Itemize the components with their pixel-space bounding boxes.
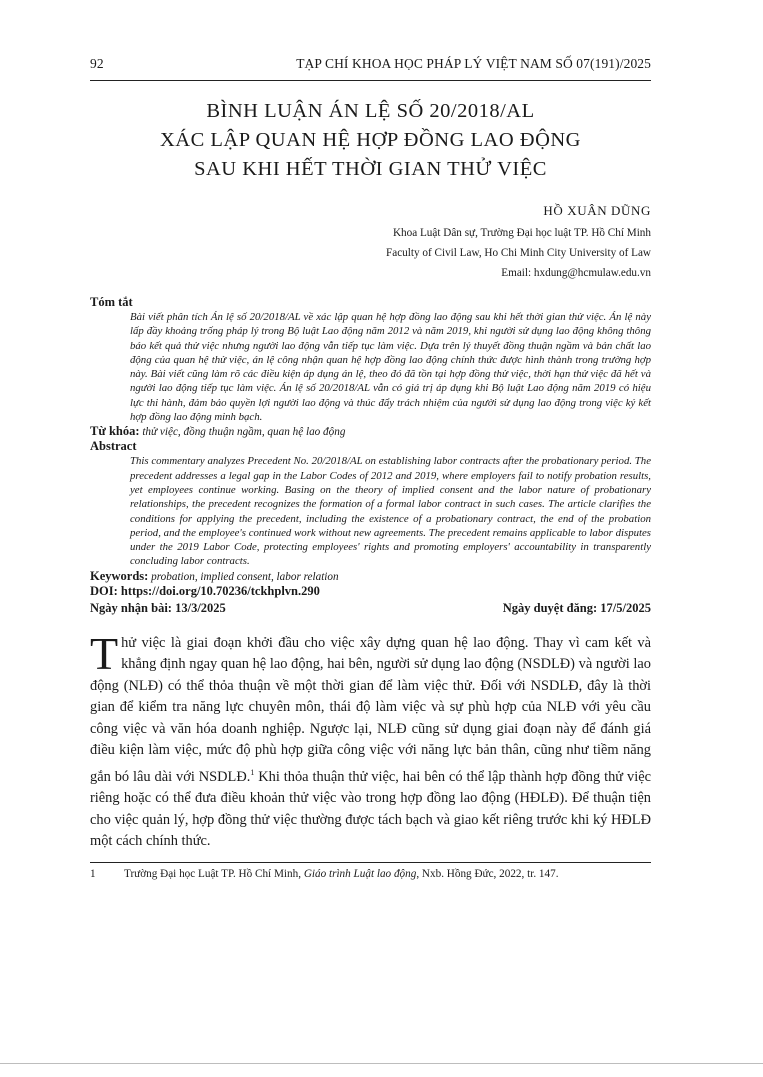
keywords-vi-value: thử việc, đồng thuận ngầm, quan hệ lao động xyxy=(142,426,346,439)
footnote xyxy=(90,867,651,881)
title-line-1: BÌNH LUẬN ÁN LỆ SỐ 20/2018/AL xyxy=(206,100,535,122)
date-received: Ngày nhận bài: 13/3/2025 xyxy=(90,600,226,615)
body-text-part-2: Khi thỏa thuận thử việc, hai bên có thể lập thành hợp đồng thử việc riêng hoặc có thể đưa điều khoản thử việc vào trong hợp đồng lao động (HĐLĐ). Để thuận tiện cho việc quản lý, hợp đồng thử việc thường được tách bạch và giao kết riêng trước khi ký HĐLĐ một cách chính thức. xyxy=(90,768,651,850)
article-dates xyxy=(90,599,651,617)
header-rule xyxy=(90,80,651,81)
doi-link[interactable]: DOI: https://doi.org/10.70236/tckhplvn.290 xyxy=(90,583,320,598)
affiliation-en: Faculty of Civil Law, Ho Chi Minh City University of Law xyxy=(386,247,651,259)
keywords-en-value: probation, implied consent, labor relation xyxy=(151,570,339,583)
page-bottom-edge xyxy=(0,1063,763,1064)
abstract-en-text: This commentary analyzes Precedent No. 20/2018/AL on establishing labor contracts after the probationary period. The precedent addresses a legal gap in the Labor Codes of 2012 and 2019, where employers fail to notify probation results, yet employees continue working. Basing on the theory of implied consent and the labor nature of probationary relationships, the precedent recognizes the formation of a formal labor contract in such cases. The article clarifies the conditions for applying the precedent, including the existence of a probationary contract, the end of the probation period, and the employee's continued work without new agreements. The precedent remains applicable to labor disputes under the 2019 Labor Code, protecting employees' rights and promoting employers' accountability in transparently concluding labor contracts. xyxy=(130,455,651,568)
abstract-en-heading: Abstract xyxy=(90,439,137,454)
keywords-en xyxy=(90,569,651,584)
footnote-rule xyxy=(90,862,651,863)
author-affiliation xyxy=(90,223,651,283)
title-line-3: SAU KHI HẾT THỜI GIAN THỬ VIỆC xyxy=(194,158,547,180)
running-header xyxy=(90,56,651,78)
drop-cap: T xyxy=(90,627,119,679)
author-name: HỒ XUÂN DŨNG xyxy=(543,203,651,218)
abstract-vi-text: Bài viết phân tích Án lệ số 20/2018/AL về xác lập quan hệ hợp đồng lao động sau khi hết thời gian thử việc. Án lệ này lấp đầy khoảng trống pháp lý trong Bộ luật Lao động năm 2012 và năm 2019, khi người sử dụng lao động không thông báo kết quả thử việc nhưng người lao động vẫn tiếp tục làm việc. Dựa trên lý thuyết đồng thuận ngầm và bản chất lao động của quan hệ thử việc, án lệ công nhận quan hệ hợp đồng lao động chính thức được hình thành trong trường hợp này. Bài viết cũng làm rõ các điều kiện áp dụng án lệ, theo đó đã tồn tại hợp đồng thử việc, thời hạn thử việc đã hết và người lao động tiếp tục làm việc. Án lệ số 20/2018/AL vẫn có giá trị áp dụng khi Bộ luật Lao động năm 2019 có hiệu lực thi hành, đảm bảo quyền lợi người lao động và thúc đẩy trách nhiệm của người sử dụng lao động trong việc ký kết hợp đồng lao động minh bạch. xyxy=(130,311,651,424)
title-line-2: XÁC LẬP QUAN HỆ HỢP ĐỒNG LAO ĐỘNG xyxy=(160,129,581,151)
abstract-english xyxy=(90,439,651,583)
body-paragraph xyxy=(90,627,651,853)
abstract-vi-heading: Tóm tắt xyxy=(90,295,133,309)
journal-title: TẠP CHÍ KHOA HỌC PHÁP LÝ VIỆT NAM SỐ 07(191)/2025 xyxy=(296,56,651,71)
page-number: 92 xyxy=(90,56,104,71)
article-page xyxy=(90,56,651,881)
keywords-en-label: Keywords: xyxy=(90,568,149,583)
keywords-vi-label: Từ khóa: xyxy=(90,424,140,439)
footnote-reference[interactable]: 1 xyxy=(250,767,255,777)
footnote-number: 1 xyxy=(90,867,96,880)
footnote-text-post: , Nxb. Hồng Đức, 2022, tr. 147. xyxy=(416,867,559,880)
footnote-book-title: Giáo trình Luật lao động xyxy=(303,867,417,880)
footnote-text xyxy=(124,867,559,881)
footnote-text-pre: Trường Đại học Luật TP. Hồ Chí Minh, xyxy=(124,867,304,880)
article-title xyxy=(90,97,651,184)
body-text-part-1: hử việc là giai đoạn khởi đầu cho việc xây dựng quan hệ lao động. Thay vì cam kết và khẳng định ngay quan hệ lao động, hai bên, người sử dụng lao động (NSDLĐ) và người lao động (NLĐ) có thể thỏa thuận về một thời gian để làm việc thử. Đối với NSDLĐ, đây là thời gian để kiểm tra năng lực chuyên môn, thái độ làm việc và sự phù hợp của NLĐ với yêu cầu công việc và văn hóa doanh nghiệp. Ngược lại, NLĐ cũng sử dụng giai đoạn này để đánh giá điều kiện làm việc, mức độ phù hợp giữa công việc với năng lực bản thân, cũng như tiềm năng gắn bó lâu dài với NSDLĐ. xyxy=(90,634,651,785)
abstract-vietnamese xyxy=(90,295,651,439)
date-accepted: Ngày duyệt đăng: 17/5/2025 xyxy=(502,600,651,615)
keywords-vi xyxy=(90,424,651,439)
affiliation-vi: Khoa Luật Dân sự, Trường Đại học luật TP. Hồ Chí Minh xyxy=(392,227,651,239)
author-email[interactable]: Email: hxdung@hcmulaw.edu.vn xyxy=(501,267,651,279)
